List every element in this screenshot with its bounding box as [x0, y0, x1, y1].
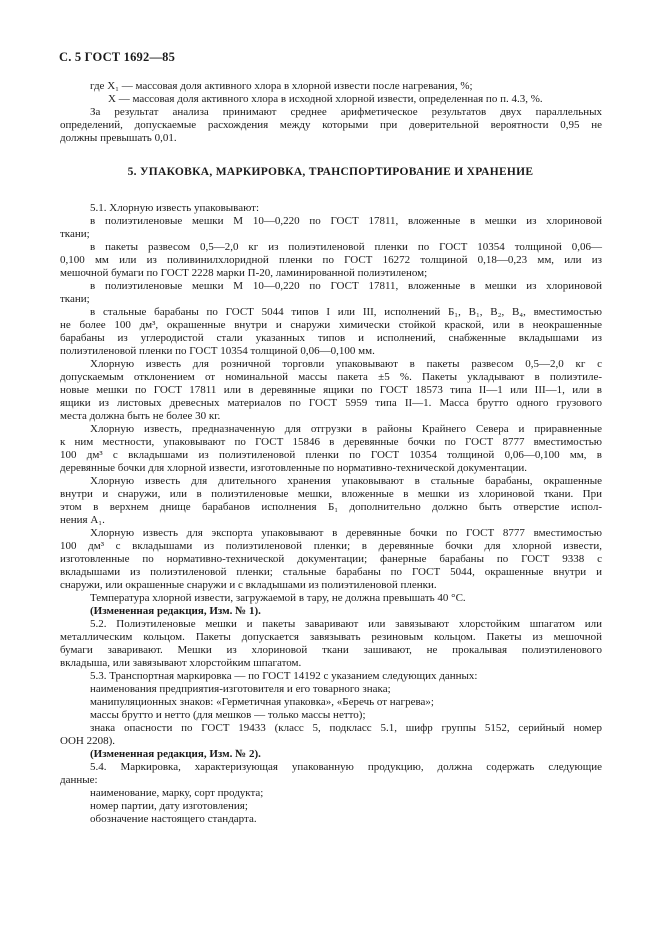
paragraph-line: нения А₁.: [60, 514, 105, 526]
paragraph-line: допускаемым отклонением от номинальной массы пакета ±5 %. Пакеты укладывают в полиэтиле-: [60, 371, 602, 383]
paragraph-line: Хлорную известь для розничной торговли упаковывают в пакеты развесом 0,5—2,0 кг с: [90, 358, 602, 370]
paragraph-line: полиэтиленовой пленки по ГОСТ 10354 толщиной 0,06—0,100 мм.: [60, 345, 375, 357]
paragraph-line: барабаны из углеродистой стали указанных типов и исполнений, снабженные вкладышами из: [60, 332, 602, 344]
paragraph-line: места должна быть не более 30 кг.: [60, 410, 221, 422]
paragraph-line: ООН 2208).: [60, 735, 115, 747]
clause-5-4: 5.4. Маркировка, характеризующая упакованную продукцию, должна содержать следующие: [90, 761, 602, 773]
paragraph-line: массы брутто и нетто (для мешков — только массы нетто);: [90, 709, 366, 721]
paragraph-line: деревянные бочки для хлорной извести, изготовленные по нормативно-технической документации.: [60, 462, 527, 474]
paragraph-line: Хлорную известь, предназначенную для отгрузки в районы Крайнего Севера и приравненные: [90, 423, 602, 435]
paragraph-line: наименование, марку, сорт продукта;: [90, 787, 264, 799]
paragraph-line: ткани;: [60, 228, 90, 240]
paragraph-line: ящики из листовых древесных материалов по ГОСТ 5959 типа II—1. Масса брутто одного грузового: [60, 397, 602, 409]
clause-5-1: 5.1. Хлорную известь упаковывают:: [90, 202, 260, 214]
amendment-note-1: (Измененная редакция, Изм. № 1).: [90, 605, 261, 617]
formula-legend-x: X — массовая доля активного хлора в исходной хлорной извести, определенная по п. 4.3, %.: [108, 93, 543, 105]
clause-5-3: 5.3. Транспортная маркировка — по ГОСТ 14192 с указанием следующих данных:: [90, 670, 478, 682]
paragraph-line: вкладыша, или завязывают хлорстойким шпагатом.: [60, 657, 302, 669]
paragraph-line: знака опасности по ГОСТ 19433 (класс 5, подкласс 5.1, шифр группы 5152, серийный номер: [90, 722, 602, 734]
paragraph-line: обозначение настоящего стандарта.: [90, 813, 257, 825]
paragraph-line: в стальные барабаны по ГОСТ 5044 типов I или III, исполнений Б₁, В₁, В₂, В₄, вместимостью: [90, 306, 602, 318]
clause-5-2: 5.2. Полиэтиленовые мешки и пакеты заваривают или завязывают хлорстойким шпагатом или: [90, 618, 602, 630]
paragraph-line: данные:: [60, 774, 98, 786]
paragraph-line: в полиэтиленовые мешки М 10—0,220 по ГОСТ 17811, вложенные в мешки из хлориновой: [90, 215, 602, 227]
paragraph-line: мешочной бумаги по ГОСТ 2228 марки П-20, ламинированной полиэтиленом;: [60, 267, 428, 279]
page-header: С. 5 ГОСТ 1692—85: [59, 50, 176, 64]
paragraph-line: 0,100 мм или из поливинилхлоридной пленки по ГОСТ 16272 толщиной 0,18—0,23 мм, или из: [60, 254, 602, 266]
amendment-note-2: (Измененная редакция, Изм. № 2).: [90, 748, 261, 760]
paragraph-line: определений, допускаемые расхождения между которыми при доверительной вероятности 0,95 не: [60, 119, 602, 131]
paragraph-line: манипуляционных знаков: «Герметичная упаковка», «Беречь от нагрева»;: [90, 696, 434, 708]
paragraph-line: снаружи, или окрашенные снаружи и с вкладышами из полиэтиленовой пленки.: [60, 579, 437, 591]
paragraph-line: новые мешки по ГОСТ 17811 или в деревянные ящики по ГОСТ 18573 типа II—1 или III—1, или в: [60, 384, 602, 396]
paragraph-line: к ним местности, упаковывают по ГОСТ 15846 в деревянные бочки по ГОСТ 8777 вместимостью: [60, 436, 602, 448]
paragraph-line: не более 100 дм³, окрашенные внутри и снаружи химически стойкой краской, или в неокрашенные: [60, 319, 602, 331]
paragraph-line: вкладышами из полиэтиленовой пленки; стальные барабаны по ГОСТ 5044, окрашенные внутри и: [60, 566, 602, 578]
paragraph-line: 100 дм³ с вкладышами из полиэтиленовой пленки; в деревянные бочки для хлорной извести,: [60, 540, 602, 552]
paragraph-line: Температура хлорной извести, загружаемой в тару, не должна превышать 40 °С.: [90, 592, 466, 604]
paragraph-line: в пакеты развесом 0,5—2,0 кг из полиэтиленовой пленки по ГОСТ 10354 толщиной 0,06—: [90, 241, 602, 253]
paragraph-line: должны превышать 0,01.: [60, 132, 177, 144]
paragraph-line: 100 дм³ с вкладышами из полиэтиленовой пленки по ГОСТ 10354 толщиной 0,06—0,100 мм, в: [60, 449, 602, 461]
paragraph-line: наименования предприятия-изготовителя и его товарного знака;: [90, 683, 391, 695]
paragraph-line: металлическим кольцом. Пакеты допускается завязывать резиновым кольцом. Пакеты из мешочной: [60, 631, 602, 643]
paragraph-line: номер партии, дату изготовления;: [90, 800, 248, 812]
paragraph-line: Хлорную известь для экспорта упаковывают в деревянные бочки по ГОСТ 8777 вместимостью: [90, 527, 602, 539]
paragraph-line: в полиэтиленовые мешки М 10—0,220 по ГОСТ 17811, вложенные в мешки из хлориновой: [90, 280, 602, 292]
paragraph-line: этом в верхнем днище барабанов исполнения Б₁ дополнительно должно быть отверстие испол-: [60, 501, 602, 513]
section-title: 5. УПАКОВКА, МАРКИРОВКА, ТРАНСПОРТИРОВАНИЕ И ХРАНЕНИЕ: [127, 166, 534, 178]
paragraph-line: За результат анализа принимают среднее арифметическое результатов двух параллельных: [90, 106, 602, 118]
formula-legend-x1: где X₁ — массовая доля активного хлора в хлорной извести после нагревания, %;: [90, 80, 473, 92]
paragraph-line: изготовленные по нормативно-технической документации; фанерные барабаны по ГОСТ 9338 с: [60, 553, 602, 565]
paragraph-line: Хлорную известь для длительного хранения упаковывают в стальные барабаны, окрашенные: [90, 475, 602, 487]
paragraph-line: бумаги заваривают. Мешки из хлориновой ткани зашивают, не прокалывая полиэтиленового: [60, 644, 602, 656]
paragraph-line: ткани;: [60, 293, 90, 305]
paragraph-line: внутри и снаружи, или в полиэтиленовые мешки, вложенные в мешки из хлориновой ткани. При: [60, 488, 602, 500]
